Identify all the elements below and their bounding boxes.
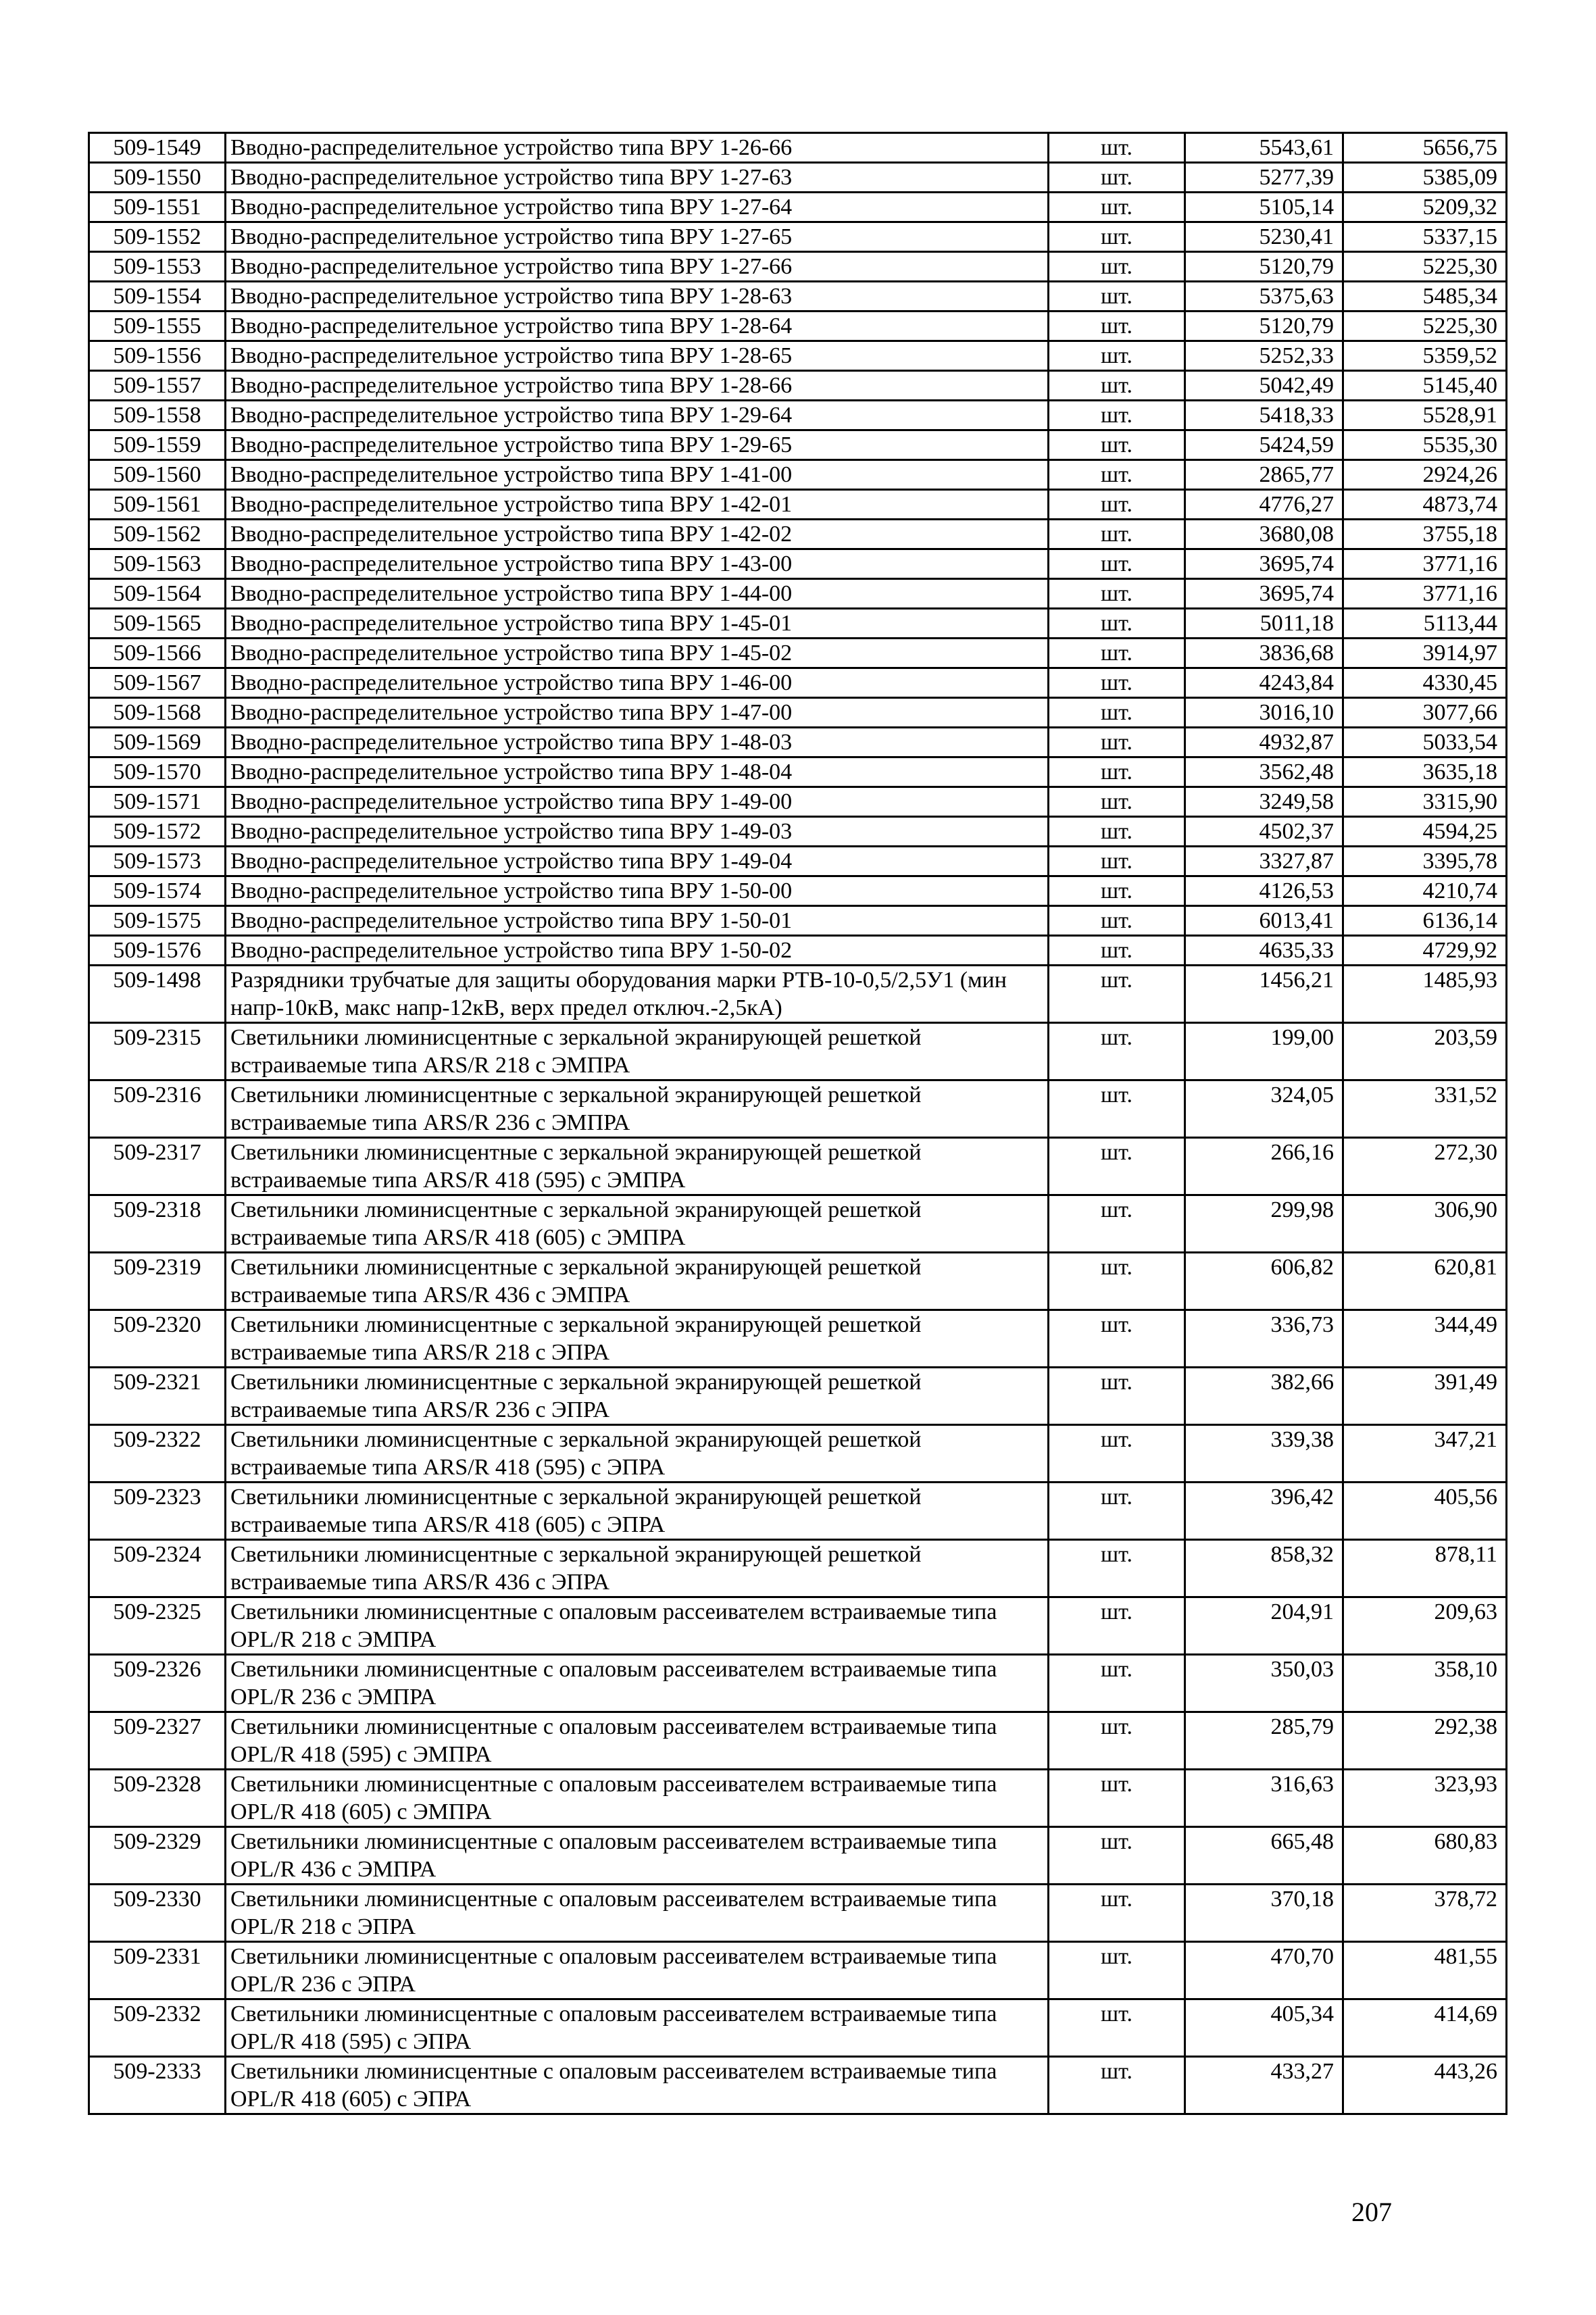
price-cell: 3836,68	[1185, 639, 1343, 668]
description-cell: Вводно-распределительное устройство типа ВРУ 1-50-01	[226, 906, 1049, 936]
code-cell: 509-2317	[89, 1138, 226, 1195]
description-cell: Светильники люминисцентные с опаловым рассеивателем встраиваемые типа OPL/R 236 с ЭМПРА	[226, 1655, 1049, 1712]
price-cell-indexed: 3635,18	[1343, 757, 1507, 787]
price-cell: 2865,77	[1185, 460, 1343, 490]
price-cell: 5277,39	[1185, 163, 1343, 193]
price-cell-indexed: 3771,16	[1343, 579, 1507, 609]
unit-cell: шт.	[1049, 817, 1185, 847]
price-cell-indexed: 620,81	[1343, 1253, 1507, 1310]
price-cell-indexed: 443,26	[1343, 2057, 1507, 2114]
price-cell-indexed: 6136,14	[1343, 906, 1507, 936]
description-cell: Светильники люминисцентные с зеркальной экранирующей решеткой встраиваемые типа ARS/R 418 (595) с ЭПРА	[226, 1425, 1049, 1483]
code-cell: 509-2321	[89, 1368, 226, 1425]
table-row	[89, 728, 1507, 757]
table-row	[89, 520, 1507, 549]
table-row	[89, 193, 1507, 222]
table-row	[89, 1080, 1507, 1138]
code-cell: 509-2324	[89, 1540, 226, 1597]
table-row	[89, 490, 1507, 520]
price-cell-indexed: 5485,34	[1343, 282, 1507, 312]
table-row	[89, 1253, 1507, 1310]
price-cell-indexed: 391,49	[1343, 1368, 1507, 1425]
description-cell: Светильники люминисцентные с опаловым рассеивателем встраиваемые типа OPL/R 418 (605) с ЭПРА	[226, 2057, 1049, 2114]
code-cell: 509-1556	[89, 341, 226, 371]
price-cell: 3327,87	[1185, 847, 1343, 876]
description-cell: Вводно-распределительное устройство типа ВРУ 1-47-00	[226, 698, 1049, 728]
description-cell: Вводно-распределительное устройство типа ВРУ 1-28-64	[226, 312, 1049, 341]
price-cell: 5105,14	[1185, 193, 1343, 222]
description-cell: Вводно-распределительное устройство типа ВРУ 1-41-00	[226, 460, 1049, 490]
code-cell: 509-1549	[89, 133, 226, 163]
table-row	[89, 163, 1507, 193]
price-cell: 6013,41	[1185, 906, 1343, 936]
code-cell: 509-1571	[89, 787, 226, 817]
price-cell: 3680,08	[1185, 520, 1343, 549]
price-cell-indexed: 4594,25	[1343, 817, 1507, 847]
code-cell: 509-2329	[89, 1827, 226, 1885]
unit-cell: шт.	[1049, 520, 1185, 549]
code-cell: 509-1562	[89, 520, 226, 549]
unit-cell: шт.	[1049, 401, 1185, 430]
description-cell: Вводно-распределительное устройство типа ВРУ 1-48-03	[226, 728, 1049, 757]
code-cell: 509-2316	[89, 1080, 226, 1138]
price-cell-indexed: 4873,74	[1343, 490, 1507, 520]
unit-cell: шт.	[1049, 1310, 1185, 1368]
code-cell: 509-1573	[89, 847, 226, 876]
price-cell-indexed: 5337,15	[1343, 222, 1507, 252]
unit-cell: шт.	[1049, 668, 1185, 698]
code-cell: 509-2332	[89, 1999, 226, 2057]
unit-cell: шт.	[1049, 1540, 1185, 1597]
unit-cell: шт.	[1049, 966, 1185, 1023]
price-cell-indexed: 306,90	[1343, 1195, 1507, 1253]
unit-cell: шт.	[1049, 163, 1185, 193]
price-cell: 370,18	[1185, 1885, 1343, 1942]
price-cell: 470,70	[1185, 1942, 1343, 1999]
unit-cell: шт.	[1049, 312, 1185, 341]
price-cell: 405,34	[1185, 1999, 1343, 2057]
price-cell: 4932,87	[1185, 728, 1343, 757]
description-cell: Светильники люминисцентные с зеркальной экранирующей решеткой встраиваемые типа ARS/R 236 с ЭМПРА	[226, 1080, 1049, 1138]
unit-cell: шт.	[1049, 371, 1185, 401]
code-cell: 509-1563	[89, 549, 226, 579]
description-cell: Вводно-распределительное устройство типа ВРУ 1-29-64	[226, 401, 1049, 430]
table-row	[89, 401, 1507, 430]
unit-cell: шт.	[1049, 787, 1185, 817]
description-cell: Вводно-распределительное устройство типа ВРУ 1-27-66	[226, 252, 1049, 282]
price-cell-indexed: 292,38	[1343, 1712, 1507, 1770]
price-cell: 396,42	[1185, 1483, 1343, 1540]
price-cell: 285,79	[1185, 1712, 1343, 1770]
price-cell-indexed: 405,56	[1343, 1483, 1507, 1540]
price-cell: 5011,18	[1185, 609, 1343, 639]
price-cell: 5042,49	[1185, 371, 1343, 401]
price-cell-indexed: 3077,66	[1343, 698, 1507, 728]
unit-cell: шт.	[1049, 282, 1185, 312]
price-cell-indexed: 5359,52	[1343, 341, 1507, 371]
unit-cell: шт.	[1049, 1655, 1185, 1712]
unit-cell: шт.	[1049, 1195, 1185, 1253]
price-cell: 382,66	[1185, 1368, 1343, 1425]
price-cell: 4776,27	[1185, 490, 1343, 520]
price-cell: 336,73	[1185, 1310, 1343, 1368]
code-cell: 509-2315	[89, 1023, 226, 1080]
table-row	[89, 1368, 1507, 1425]
price-cell-indexed: 1485,93	[1343, 966, 1507, 1023]
price-cell-indexed: 5656,75	[1343, 133, 1507, 163]
price-cell-indexed: 3755,18	[1343, 520, 1507, 549]
code-cell: 509-1575	[89, 906, 226, 936]
unit-cell: шт.	[1049, 490, 1185, 520]
price-cell: 3249,58	[1185, 787, 1343, 817]
price-cell: 5120,79	[1185, 252, 1343, 282]
table-row	[89, 698, 1507, 728]
unit-cell: шт.	[1049, 906, 1185, 936]
table-row	[89, 1999, 1507, 2057]
description-cell: Вводно-распределительное устройство типа ВРУ 1-42-01	[226, 490, 1049, 520]
description-cell: Светильники люминисцентные с зеркальной экранирующей решеткой встраиваемые типа ARS/R 436 с ЭПРА	[226, 1540, 1049, 1597]
description-cell: Вводно-распределительное устройство типа ВРУ 1-26-66	[226, 133, 1049, 163]
table-row	[89, 1023, 1507, 1080]
unit-cell: шт.	[1049, 1942, 1185, 1999]
unit-cell: шт.	[1049, 1885, 1185, 1942]
description-cell: Светильники люминисцентные с зеркальной экранирующей решеткой встраиваемые типа ARS/R 218 с ЭМПРА	[226, 1023, 1049, 1080]
table-row	[89, 1885, 1507, 1942]
unit-cell: шт.	[1049, 1712, 1185, 1770]
unit-cell: шт.	[1049, 341, 1185, 371]
code-cell: 509-1553	[89, 252, 226, 282]
code-cell: 509-1560	[89, 460, 226, 490]
price-cell: 858,32	[1185, 1540, 1343, 1597]
description-cell: Вводно-распределительное устройство типа ВРУ 1-27-63	[226, 163, 1049, 193]
price-cell: 665,48	[1185, 1827, 1343, 1885]
description-cell: Вводно-распределительное устройство типа ВРУ 1-43-00	[226, 549, 1049, 579]
price-cell-indexed: 5033,54	[1343, 728, 1507, 757]
code-cell: 509-2323	[89, 1483, 226, 1540]
code-cell: 509-1565	[89, 609, 226, 639]
code-cell: 509-1572	[89, 817, 226, 847]
price-cell-indexed: 5113,44	[1343, 609, 1507, 639]
code-cell: 509-1569	[89, 728, 226, 757]
unit-cell: шт.	[1049, 133, 1185, 163]
unit-cell: шт.	[1049, 609, 1185, 639]
unit-cell: шт.	[1049, 1253, 1185, 1310]
price-cell-indexed: 3315,90	[1343, 787, 1507, 817]
price-cell-indexed: 3771,16	[1343, 549, 1507, 579]
table-row	[89, 757, 1507, 787]
unit-cell: шт.	[1049, 936, 1185, 966]
price-cell: 5230,41	[1185, 222, 1343, 252]
price-cell-indexed: 5209,32	[1343, 193, 1507, 222]
description-cell: Вводно-распределительное устройство типа ВРУ 1-50-02	[226, 936, 1049, 966]
code-cell: 509-2318	[89, 1195, 226, 1253]
description-cell: Светильники люминисцентные с опаловым рассеивателем встраиваемые типа OPL/R 418 (595) с ЭМПРА	[226, 1712, 1049, 1770]
table-row	[89, 1138, 1507, 1195]
price-cell-indexed: 5385,09	[1343, 163, 1507, 193]
description-cell: Вводно-распределительное устройство типа ВРУ 1-48-04	[226, 757, 1049, 787]
price-cell: 339,38	[1185, 1425, 1343, 1483]
price-cell-indexed: 3914,97	[1343, 639, 1507, 668]
price-cell: 5424,59	[1185, 430, 1343, 460]
description-cell: Светильники люминисцентные с опаловым рассеивателем встраиваемые типа OPL/R 418 (605) с ЭМПРА	[226, 1770, 1049, 1827]
price-cell: 299,98	[1185, 1195, 1343, 1253]
price-cell: 316,63	[1185, 1770, 1343, 1827]
table-row	[89, 1770, 1507, 1827]
table-row	[89, 460, 1507, 490]
price-cell: 5543,61	[1185, 133, 1343, 163]
description-cell: Вводно-распределительное устройство типа ВРУ 1-42-02	[226, 520, 1049, 549]
unit-cell: шт.	[1049, 193, 1185, 222]
price-cell-indexed: 209,63	[1343, 1597, 1507, 1655]
description-cell: Вводно-распределительное устройство типа ВРУ 1-50-00	[226, 876, 1049, 906]
unit-cell: шт.	[1049, 1483, 1185, 1540]
price-cell: 3016,10	[1185, 698, 1343, 728]
code-cell: 509-2330	[89, 1885, 226, 1942]
code-cell: 509-1574	[89, 876, 226, 906]
table-row	[89, 1712, 1507, 1770]
code-cell: 509-1555	[89, 312, 226, 341]
price-cell: 3695,74	[1185, 549, 1343, 579]
description-cell: Вводно-распределительное устройство типа ВРУ 1-29-65	[226, 430, 1049, 460]
table-row	[89, 1310, 1507, 1368]
code-cell: 509-1570	[89, 757, 226, 787]
table-row	[89, 847, 1507, 876]
code-cell: 509-2327	[89, 1712, 226, 1770]
unit-cell: шт.	[1049, 430, 1185, 460]
price-cell: 324,05	[1185, 1080, 1343, 1138]
unit-cell: шт.	[1049, 847, 1185, 876]
price-cell-indexed: 5528,91	[1343, 401, 1507, 430]
description-cell: Светильники люминисцентные с зеркальной экранирующей решеткой встраиваемые типа ARS/R 218 с ЭПРА	[226, 1310, 1049, 1368]
description-cell: Светильники люминисцентные с зеркальной экранирующей решеткой встраиваемые типа ARS/R 236 с ЭПРА	[226, 1368, 1049, 1425]
table-row	[89, 430, 1507, 460]
price-cell-indexed: 414,69	[1343, 1999, 1507, 2057]
price-cell-indexed: 272,30	[1343, 1138, 1507, 1195]
price-cell-indexed: 5535,30	[1343, 430, 1507, 460]
description-cell: Вводно-распределительное устройство типа ВРУ 1-27-64	[226, 193, 1049, 222]
description-cell: Светильники люминисцентные с опаловым рассеивателем встраиваемые типа OPL/R 218 с ЭПРА	[226, 1885, 1049, 1942]
description-cell: Вводно-распределительное устройство типа ВРУ 1-49-04	[226, 847, 1049, 876]
price-cell-indexed: 323,93	[1343, 1770, 1507, 1827]
unit-cell: шт.	[1049, 1080, 1185, 1138]
description-cell: Вводно-распределительное устройство типа ВРУ 1-46-00	[226, 668, 1049, 698]
table-row	[89, 817, 1507, 847]
price-cell-indexed: 878,11	[1343, 1540, 1507, 1597]
unit-cell: шт.	[1049, 1597, 1185, 1655]
table-row	[89, 668, 1507, 698]
description-cell: Разрядники трубчатые для защиты оборудования марки РТВ-10-0,5/2,5У1 (мин напр-10кВ, макс напр-12кВ, верх предел отключ.-2,5кА)	[226, 966, 1049, 1023]
code-cell: 509-1558	[89, 401, 226, 430]
description-cell: Вводно-распределительное устройство типа ВРУ 1-49-03	[226, 817, 1049, 847]
code-cell: 509-2320	[89, 1310, 226, 1368]
code-cell: 509-2325	[89, 1597, 226, 1655]
table-row	[89, 549, 1507, 579]
price-cell: 204,91	[1185, 1597, 1343, 1655]
table-row	[89, 341, 1507, 371]
unit-cell: шт.	[1049, 2057, 1185, 2114]
price-cell-indexed: 378,72	[1343, 1885, 1507, 1942]
description-cell: Вводно-распределительное устройство типа ВРУ 1-44-00	[226, 579, 1049, 609]
unit-cell: шт.	[1049, 639, 1185, 668]
price-cell-indexed: 347,21	[1343, 1425, 1507, 1483]
unit-cell: шт.	[1049, 549, 1185, 579]
price-cell-indexed: 4729,92	[1343, 936, 1507, 966]
unit-cell: шт.	[1049, 1138, 1185, 1195]
price-cell: 4502,37	[1185, 817, 1343, 847]
table-row	[89, 2057, 1507, 2114]
code-cell: 509-1554	[89, 282, 226, 312]
code-cell: 509-1566	[89, 639, 226, 668]
code-cell: 509-2328	[89, 1770, 226, 1827]
table-row	[89, 1540, 1507, 1597]
code-cell: 509-1567	[89, 668, 226, 698]
description-cell: Светильники люминисцентные с зеркальной экранирующей решеткой встраиваемые типа ARS/R 418 (605) с ЭПРА	[226, 1483, 1049, 1540]
price-cell: 4243,84	[1185, 668, 1343, 698]
unit-cell: шт.	[1049, 1827, 1185, 1885]
price-cell: 3562,48	[1185, 757, 1343, 787]
table-row	[89, 1195, 1507, 1253]
price-table	[88, 132, 1507, 2115]
price-cell-indexed: 358,10	[1343, 1655, 1507, 1712]
price-cell-indexed: 331,52	[1343, 1080, 1507, 1138]
table-row	[89, 639, 1507, 668]
table-row	[89, 609, 1507, 639]
code-cell: 509-2319	[89, 1253, 226, 1310]
table-row	[89, 312, 1507, 341]
code-cell: 509-2326	[89, 1655, 226, 1712]
code-cell: 509-2331	[89, 1942, 226, 1999]
price-cell-indexed: 3395,78	[1343, 847, 1507, 876]
description-cell: Вводно-распределительное устройство типа ВРУ 1-28-65	[226, 341, 1049, 371]
table-row	[89, 1942, 1507, 1999]
table-row	[89, 906, 1507, 936]
price-cell-indexed: 680,83	[1343, 1827, 1507, 1885]
unit-cell: шт.	[1049, 1368, 1185, 1425]
unit-cell: шт.	[1049, 1023, 1185, 1080]
price-cell: 5120,79	[1185, 312, 1343, 341]
table-row	[89, 282, 1507, 312]
unit-cell: шт.	[1049, 1425, 1185, 1483]
description-cell: Светильники люминисцентные с опаловым рассеивателем встраиваемые типа OPL/R 236 с ЭПРА	[226, 1942, 1049, 1999]
price-cell-indexed: 4330,45	[1343, 668, 1507, 698]
unit-cell: шт.	[1049, 876, 1185, 906]
description-cell: Светильники люминисцентные с опаловым рассеивателем встраиваемые типа OPL/R 418 (595) с ЭПРА	[226, 1999, 1049, 2057]
description-cell: Вводно-распределительное устройство типа ВРУ 1-27-65	[226, 222, 1049, 252]
table-row	[89, 787, 1507, 817]
price-cell: 433,27	[1185, 2057, 1343, 2114]
table-row	[89, 222, 1507, 252]
table-row	[89, 876, 1507, 906]
price-cell-indexed: 5145,40	[1343, 371, 1507, 401]
table-body	[89, 133, 1507, 2114]
price-cell: 5252,33	[1185, 341, 1343, 371]
code-cell: 509-1561	[89, 490, 226, 520]
price-cell: 266,16	[1185, 1138, 1343, 1195]
code-cell: 509-1576	[89, 936, 226, 966]
page-number: 207	[1351, 2197, 1392, 2227]
table-row	[89, 371, 1507, 401]
unit-cell: шт.	[1049, 460, 1185, 490]
code-cell: 509-1559	[89, 430, 226, 460]
description-cell: Светильники люминисцентные с зеркальной экранирующей решеткой встраиваемые типа ARS/R 418 (595) с ЭМПРА	[226, 1138, 1049, 1195]
table-row	[89, 966, 1507, 1023]
price-cell: 5375,63	[1185, 282, 1343, 312]
unit-cell: шт.	[1049, 222, 1185, 252]
table-row	[89, 1483, 1507, 1540]
price-cell: 1456,21	[1185, 966, 1343, 1023]
code-cell: 509-1551	[89, 193, 226, 222]
price-cell-indexed: 5225,30	[1343, 252, 1507, 282]
unit-cell: шт.	[1049, 757, 1185, 787]
description-cell: Вводно-распределительное устройство типа ВРУ 1-49-00	[226, 787, 1049, 817]
table-row	[89, 579, 1507, 609]
price-cell-indexed: 4210,74	[1343, 876, 1507, 906]
table-row	[89, 1827, 1507, 1885]
table-row	[89, 133, 1507, 163]
unit-cell: шт.	[1049, 579, 1185, 609]
code-cell: 509-1550	[89, 163, 226, 193]
price-cell: 199,00	[1185, 1023, 1343, 1080]
code-cell: 509-1568	[89, 698, 226, 728]
code-cell: 509-2322	[89, 1425, 226, 1483]
description-cell: Светильники люминисцентные с опаловым рассеивателем встраиваемые типа OPL/R 436 с ЭМПРА	[226, 1827, 1049, 1885]
unit-cell: шт.	[1049, 728, 1185, 757]
code-cell: 509-1557	[89, 371, 226, 401]
price-cell: 5418,33	[1185, 401, 1343, 430]
price-cell-indexed: 2924,26	[1343, 460, 1507, 490]
description-cell: Светильники люминисцентные с зеркальной экранирующей решеткой встраиваемые типа ARS/R 436 с ЭМПРА	[226, 1253, 1049, 1310]
description-cell: Светильники люминисцентные с зеркальной экранирующей решеткой встраиваемые типа ARS/R 418 (605) с ЭМПРА	[226, 1195, 1049, 1253]
price-cell-indexed: 203,59	[1343, 1023, 1507, 1080]
description-cell: Вводно-распределительное устройство типа ВРУ 1-28-63	[226, 282, 1049, 312]
table-row	[89, 1655, 1507, 1712]
description-cell: Вводно-распределительное устройство типа ВРУ 1-28-66	[226, 371, 1049, 401]
description-cell: Вводно-распределительное устройство типа ВРУ 1-45-02	[226, 639, 1049, 668]
price-cell: 4635,33	[1185, 936, 1343, 966]
table-row	[89, 252, 1507, 282]
price-cell-indexed: 481,55	[1343, 1942, 1507, 1999]
unit-cell: шт.	[1049, 252, 1185, 282]
unit-cell: шт.	[1049, 698, 1185, 728]
price-cell-indexed: 344,49	[1343, 1310, 1507, 1368]
code-cell: 509-1552	[89, 222, 226, 252]
price-cell: 4126,53	[1185, 876, 1343, 906]
code-cell: 509-1564	[89, 579, 226, 609]
description-cell: Светильники люминисцентные с опаловым рассеивателем встраиваемые типа OPL/R 218 с ЭМПРА	[226, 1597, 1049, 1655]
code-cell: 509-1498	[89, 966, 226, 1023]
description-cell: Вводно-распределительное устройство типа ВРУ 1-45-01	[226, 609, 1049, 639]
price-cell: 3695,74	[1185, 579, 1343, 609]
price-cell: 606,82	[1185, 1253, 1343, 1310]
unit-cell: шт.	[1049, 1999, 1185, 2057]
table-row	[89, 1425, 1507, 1483]
price-cell: 350,03	[1185, 1655, 1343, 1712]
unit-cell: шт.	[1049, 1770, 1185, 1827]
table-row	[89, 936, 1507, 966]
price-cell-indexed: 5225,30	[1343, 312, 1507, 341]
code-cell: 509-2333	[89, 2057, 226, 2114]
table-row	[89, 1597, 1507, 1655]
